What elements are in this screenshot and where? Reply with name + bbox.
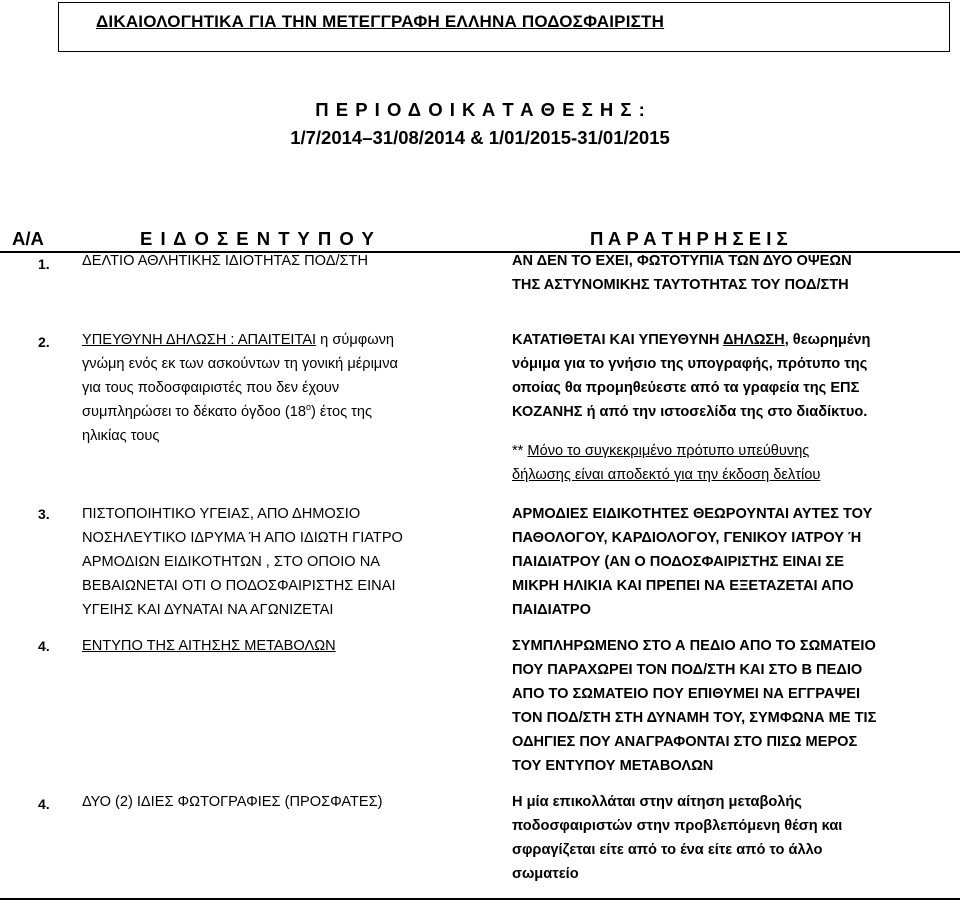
row-2-note-line: δήλωσης είναι αποδεκτό για την έκδοση δελτίου xyxy=(512,467,821,483)
header-type: Ε Ι Δ Ο Σ Ε Ν Τ Υ Π Ο Υ xyxy=(140,228,374,249)
row-4-remark-line: ΣΥΜΠΛΗΡΩΜΕΝΟ ΣΤΟ Α ΠΕΔΙΟ ΑΠΟ ΤΟ ΣΩΜΑΤΕΙΟ xyxy=(512,638,876,654)
row-2-type-line xyxy=(82,401,372,425)
row-2-type-line: για τους ποδοσφαιριστές που δεν έχουν xyxy=(82,380,340,396)
row-3-type-line: ΝΟΣΗΛΕΥΤΙΚΟ ΙΔΡΥΜΑ Ή ΑΠΟ ΙΔΙΩΤΗ ΓΙΑΤΡΟ xyxy=(82,530,403,546)
row-5-number: 4. xyxy=(38,796,50,812)
row-2-remark-line: ΚΟΖΑΝΗΣ ή από την ιστοσελίδα της στο διαδίκτυο. xyxy=(512,404,868,420)
row-4-number: 4. xyxy=(38,638,50,654)
row-4-remark-line: ΠΟΥ ΠΑΡΑΧΩΡΕΙ ΤΟΝ ΠΟΔ/ΣΤΗ ΚΑΙ ΣΤΟ Β ΠΕΔΙΟ xyxy=(512,662,863,678)
row-2-remark-line xyxy=(512,329,870,353)
header-aa: Α/Α xyxy=(12,228,44,249)
row-1-remark-line: ΤΗΣ ΑΣΤΥΝΟΜΙΚΗΣ ΤΑΥΤΟΤΗΤΑΣ ΤΟΥ ΠΟΔ/ΣΤΗ xyxy=(512,277,849,293)
note-text: Μόνο το συγκεκριμένο πρότυπο υπεύθυνης xyxy=(527,443,810,459)
row-2-remark-line: οποίας θα προμηθεύεστε από τα γραφεία της ΕΠΣ xyxy=(512,380,860,396)
row-3-number: 3. xyxy=(38,506,50,522)
period-label: Π Ε Ρ Ι Ο Δ Ο Ι Κ Α Τ Α Θ Ε Σ Η Σ : xyxy=(315,99,645,120)
row-1-type: ΔΕΛΤΙΟ ΑΘΛΗΤΙΚΗΣ ΙΔΙΟΤΗΤΑΣ ΠΟΔ/ΣΤΗ xyxy=(82,253,369,269)
row-2-note-line xyxy=(512,440,809,464)
row-5-remark-line: ποδοσφαιριστών στην προβλεπόμενη θέση και xyxy=(512,818,843,834)
row-3-remark-line: ΜΙΚΡΗ ΗΛΙΚΙΑ ΚΑΙ ΠΡΕΠΕΙ ΝΑ ΕΞΕΤΑΖΕΤΑΙ ΑΠΟ xyxy=(512,578,854,594)
remark-text: ΚΑΤΑΤΙΘΕΤΑΙ ΚΑΙ ΥΠΕΥΘΥΝΗ xyxy=(512,332,723,348)
row-3-type-line: ΥΓΕΙΗΣ ΚΑΙ ΔΥΝΑΤΑΙ ΝΑ ΑΓΩΝΙΖΕΤΑΙ xyxy=(82,602,334,618)
row-1-number: 1. xyxy=(38,256,50,272)
row-5-remark-line: σωματείο xyxy=(512,866,579,882)
row-5-remark-line: Η μία επικολλάται στην αίτηση μεταβολής xyxy=(512,794,802,810)
age-text-end: ) έτος της xyxy=(310,404,373,420)
row-5-type: ΔΥΟ (2) ΙΔΙΕΣ ΦΩΤΟΓΡΑΦΙΕΣ (ΠΡΟΣΦΑΤΕΣ) xyxy=(82,794,383,810)
row-3-remark-line: ΠΑΙΔΙΑΤΡΟ xyxy=(512,602,592,618)
row-3-remark-line: ΠΑΘΟΛΟΓΟΥ, ΚΑΡΔΙΟΛΟΓΟΥ, ΓΕΝΙΚΟΥ ΙΑΤΡΟΥ Ή xyxy=(512,530,862,546)
remark-text-end: , θεωρημένη xyxy=(784,332,871,348)
row-2-type-line: ηλικίας τους xyxy=(82,428,160,444)
bottom-rule xyxy=(0,898,960,900)
row-2-type-line: γνώμη ενός εκ των ασκούντων τη γονική μέριμνα xyxy=(82,356,398,372)
age-text: συμπληρώσει το δέκατο όγδοο (18 xyxy=(82,404,306,420)
row-3-type-line: ΑΡΜΟΔΙΩΝ ΕΙΔΙΚΟΤΗΤΩΝ , ΣΤΟ ΟΠΟΙΟ ΝΑ xyxy=(82,554,380,570)
row-4-remark-line: ΑΠΟ ΤΟ ΣΩΜΑΤΕΙΟ ΠΟΥ ΕΠΙΘΥΜΕΙ ΝΑ ΕΓΓΡΑΨΕΙ xyxy=(512,686,861,702)
row-2-remark-line: νόμιμα για το γνήσιο της υπογραφής, πρότυπο της xyxy=(512,356,868,372)
row-4-type: ΕΝΤΥΠΟ ΤΗΣ ΑΙΤΗΣΗΣ ΜΕΤΑΒΟΛΩΝ xyxy=(82,638,336,654)
row-2-number: 2. xyxy=(38,334,50,350)
document-title: ΔΙΚΑΙΟΛΟΓΗΤΙΚΑ ΓΙΑ ΤΗΝ ΜΕΤΕΓΓΡΑΦΗ ΕΛΛΗΝΑ ΠΟΔΟΣΦΑΙΡΙΣΤΗ xyxy=(96,12,665,31)
declaration-heading: ΥΠΕΥΘΥΝΗ ΔΗΛΩΣΗ : ΑΠΑΙΤΕΙΤΑΙ xyxy=(82,332,317,348)
header-remarks: Π Α Ρ Α Τ Η Ρ Η Σ Ε Ι Σ xyxy=(590,228,788,249)
row-3-type-line: ΒΕΒΑΙΩΝΕΤΑΙ ΟΤΙ Ο ΠΟΔΟΣΦΑΙΡΙΣΤΗΣ ΕΙΝΑΙ xyxy=(82,578,396,594)
row-3-type-line: ΠΙΣΤΟΠΟΙΗΤΙΚΟ ΥΓΕΙΑΣ, ΑΠΟ ΔΗΜΟΣΙΟ xyxy=(82,506,361,522)
row-3-remark-line: ΠΑΙΔΙΑΤΡΟΥ (ΑΝ Ο ΠΟΔΟΣΦΑΙΡΙΣΤΗΣ ΕΙΝΑΙ ΣΕ xyxy=(512,554,844,570)
row-4-remark-line: ΤΟΝ ΠΟΔ/ΣΤΗ ΣΤΗ ΔΥΝΑΜΗ ΤΟΥ, ΣΥΜΦΩΝΑ ΜΕ ΤΙΣ xyxy=(512,710,877,726)
row-1-remark-line: ΑΝ ΔΕΝ ΤΟ ΕΧΕΙ, ΦΩΤΟΤΥΠΙΑ ΤΩΝ ΔΥΟ ΟΨΕΩΝ xyxy=(512,253,852,269)
remark-underlined: ΔΗΛΩΣΗ xyxy=(722,332,785,348)
row-3-remark-line: ΑΡΜΟΔΙΕΣ ΕΙΔΙΚΟΤΗΤΕΣ ΘΕΩΡΟΥΝΤΑΙ ΑΥΤΕΣ ΤΟΥ xyxy=(512,506,873,522)
row-2-type-line xyxy=(82,329,394,353)
note-prefix: ** xyxy=(512,443,528,459)
row-4-remark-line: ΟΔΗΓΙΕΣ ΠΟΥ ΑΝΑΓΡΑΦΟΝΤΑΙ ΣΤΟ ΠΙΣΩ ΜΕΡΟΣ xyxy=(512,734,858,750)
row-4-remark-line: ΤΟΥ ΕΝΤΥΠΟΥ ΜΕΤΑΒΟΛΩΝ xyxy=(512,758,714,774)
ordinal-superscript: ο xyxy=(305,402,311,413)
declaration-text: η σύμφωνη xyxy=(316,332,395,348)
row-5-remark-line: σφραγίζεται είτε από το ένα είτε από το άλλο xyxy=(512,842,823,858)
period-dates: 1/7/2014–31/08/2014 & 1/01/2015-31/01/2015 xyxy=(290,127,670,148)
